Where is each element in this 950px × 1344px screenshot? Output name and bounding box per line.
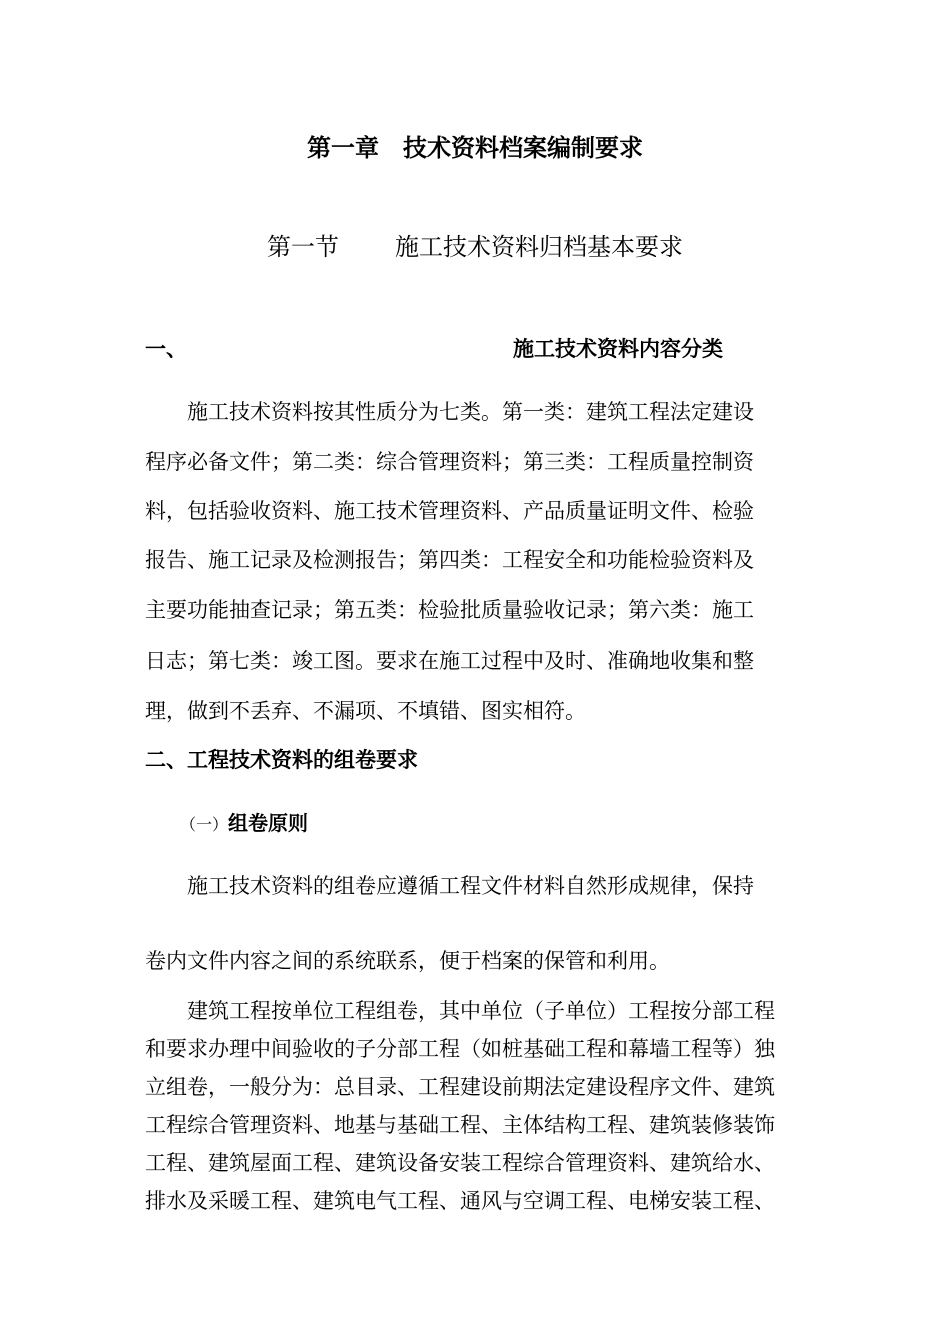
paragraph-3-line: 立组卷，一般分为：总目录、工程建设前期法定建设程序文件、建筑 [145,1075,775,1099]
subheading-1 [180,809,308,839]
heading-2: 二、工程技术资料的组卷要求 [145,747,418,772]
section-title: 施工技术资料归档基本要求 [395,233,683,261]
chapter-number: 第一章 [307,133,379,162]
chapter-heading [0,134,950,162]
paragraph-3-line: 和要求办理中间验收的子分部工程（如桩基础工程和幕墙工程等）独 [145,1037,775,1061]
paragraph-1-line: 报告、施工记录及检测报告；第四类：工程安全和功能检验资料及 [145,548,754,572]
chapter-title: 技术资料档案编制要求 [403,133,643,162]
paragraph-1-line: 程序必备文件；第二类：综合管理资料；第三类：工程质量控制资 [145,450,754,474]
paragraph-1-line: 施工技术资料按其性质分为七类。第一类：建筑工程法定建设 [187,400,754,424]
section-heading [0,233,950,261]
section-number: 第一节 [267,233,339,261]
paragraph-3-line: 建筑工程按单位工程组卷，其中单位（子单位）工程按分部工程 [187,999,775,1023]
heading-1 [145,335,810,363]
paragraph-3-line: 工程、建筑屋面工程、建筑设备安装工程综合管理资料、建筑给水、 [145,1151,775,1175]
paragraph-1-line: 日志；第七类：竣工图。要求在施工过程中及时、准确地收集和整 [145,649,754,673]
heading-1-title: 施工技术资料内容分类 [513,336,723,361]
heading-1-number: 一、 [145,336,187,361]
paragraph-2-line: 卷内文件内容之间的系统联系，便于档案的保管和利用。 [145,949,670,973]
paragraph-3-line: 工程综合管理资料、地基与基础工程、主体结构工程、建筑装修装饰 [145,1113,775,1137]
paragraph-1-line: 理，做到不丢弃、不漏项、不填错、图实相符。 [145,699,586,723]
subheading-1-title: 组卷原则 [228,811,309,835]
paragraph-2-line: 施工技术资料的组卷应遵循工程文件材料自然形成规律，保持 [187,874,754,898]
paragraph-3-line: 排水及采暖工程、建筑电气工程、通风与空调工程、电梯安装工程、 [145,1189,775,1213]
paragraph-1-line: 主要功能抽查记录；第五类：检验批质量验收记录；第六类：施工 [145,598,754,622]
subheading-1-number: （一） [180,815,229,834]
paragraph-1-line: 料，包括验收资料、施工技术管理资料、产品质量证明文件、检验 [145,499,754,523]
